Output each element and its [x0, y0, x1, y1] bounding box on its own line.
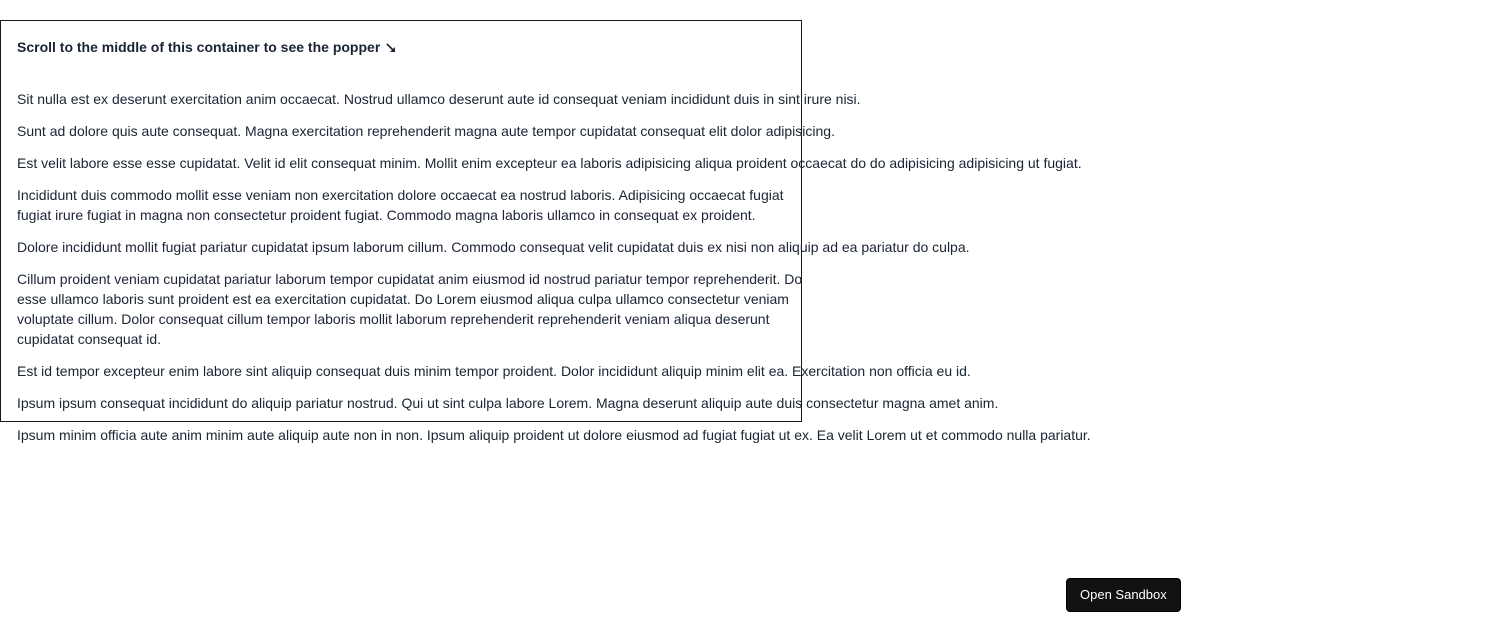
paragraph: Sunt ad dolore quis aute consequat. Magna exercitation reprehenderit magna aute tempor cupidatat consequat elit dolor adipisicing.: [17, 123, 835, 139]
container-heading: [17, 37, 1485, 57]
paragraph: Est id tempor excepteur enim labore sint aliquip consequat duis minim tempor proident. Dolor incididunt aliquip minim elit ea. Exercitation non officia eu id.: [17, 363, 971, 379]
paragraph: Ipsum minim officia aute anim minim aute aliquip aute non in non. Ipsum aliquip proident ut dolore eiusmod ad fugiat fugiat ut ex. Ea velit Lorem ut et commodo nulla pariatur.: [17, 427, 1091, 443]
heading-text: Scroll to the middle of this container to see the popper: [17, 39, 381, 55]
paragraph: Incididunt duis commodo mollit esse veniam non exercitation dolore occaecat ea nostrud laboris. Adipisicing occaecat fugiat fugiat irure fugiat in magna non consectetur proident fugiat. Commodo magna laboris ullamco in consequat ex proident.: [17, 187, 784, 223]
scroll-container[interactable]: [0, 20, 1091, 443]
arrow-down-right-icon: [384, 40, 398, 54]
open-sandbox-button[interactable]: Open Sandbox: [1066, 578, 1181, 612]
paragraph: Cillum proident veniam cupidatat pariatur laborum tempor cupidatat anim eiusmod id nostrud pariatur tempor reprehenderit. Do esse ullamco laboris sunt proident est ea exercitation cupidatat. Do Lorem eiusmod aliqua culpa ullamco consectetur veniam voluptate cillum. Dolor consequat cillum tempor laboris mollit laborum reprehenderit reprehenderit veniam aliqua deserunt cupidatat consequat id.: [17, 271, 803, 347]
paragraph: Dolore incididunt mollit fugiat pariatur cupidatat ipsum laborum cillum. Commodo consequat velit cupidatat duis ex nisi non aliquip ad ea pariatur do culpa.: [17, 239, 970, 255]
paragraph: Ipsum ipsum consequat incididunt do aliquip pariatur nostrud. Qui ut sint culpa labore Lorem. Magna deserunt aliquip aute duis consectetur magna amet anim.: [17, 395, 999, 411]
paragraph: Est velit labore esse esse cupidatat. Velit id elit consequat minim. Mollit enim excepteur ea laboris adipisicing aliqua proident occaecat do do adipisicing adipisicing ut fugiat.: [17, 155, 1082, 171]
paragraph: Sit nulla est ex deserunt exercitation anim occaecat. Nostrud ullamco deserunt aute id consequat veniam incididunt duis in sint irure nisi.: [17, 91, 861, 107]
scroll-content: [1, 21, 1501, 445]
